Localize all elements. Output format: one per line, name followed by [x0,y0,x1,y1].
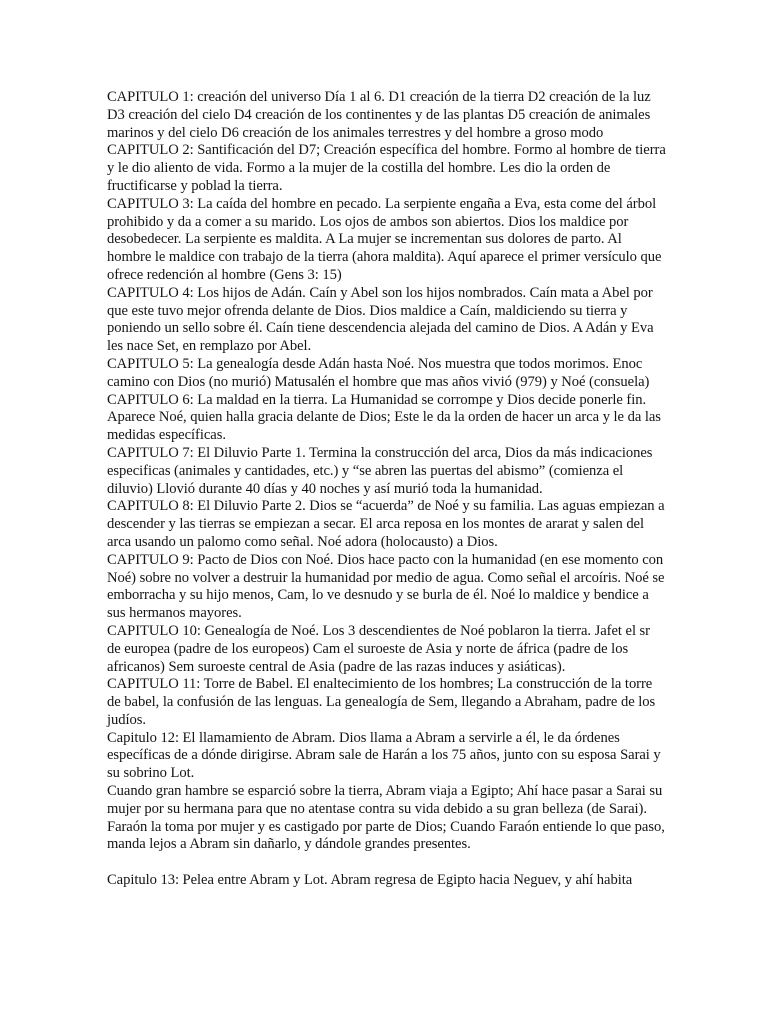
paragraph-capitulo-13: Capitulo 13: Pelea entre Abram y Lot. Abram regresa de Egipto hacia Neguev, y ahí habita [107,872,633,889]
paragraph-capitulo-6: CAPITULO 6: La maldad en la tierra. La Humanidad se corrompe y Dios decide ponerle fin. Aparece Noé, quien halla gracia delante de Dios; Este le da la orden de hacer un arca y le da las medidas específicas. [107,391,661,444]
paragraph-spacer [107,854,667,872]
paragraph-capitulo-12-continued: Cuando gran hambre se esparció sobre la tierra, Abram viaja a Egipto; Ahí hace pasar a Sarai su mujer por su hermana para que no atentase contra su vida debido a su gran belleza (de Sarai). Faraón la toma por mujer y es castigado por parte de Dios; Cuando Faraón entiende lo que paso, manda lejos a Abram sin dañarlo, y dándole grandes presentes. [107,783,665,853]
paragraph-capitulo-5: CAPITULO 5: La genealogía desde Adán hasta Noé. Nos muestra que todos morimos. Enoc camino con Dios (no murió) Matusalén el hombre que mas años vivió (979) y Noé (consuela) [107,355,650,390]
paragraph-capitulo-8: CAPITULO 8: El Diluvio Parte 2. Dios se “acuerda” de Noé y su familia. Las aguas empiezan a descender y las tierras se empiezan a secar. El arca reposa en los montes de ararat y salen del arca usando un palomo como señal. Noé adora (holocausto) a Dios. [107,498,665,550]
paragraph-capitulo-9: CAPITULO 9: Pacto de Dios con Noé. Dios hace pacto con la humanidad (en ese momento con Noé) sobre no volver a destruir la humanidad por medio de agua. Como señal el arcoíris. Noé se emborracha y su hijo menos, Cam, lo ve desnudo y se burla de él. Noé lo maldice y bendice a sus hermanos mayores. [107,551,665,622]
paragraph-capitulo-11: CAPITULO 11: Torre de Babel. El enaltecimiento de los hombres; La construcción de la torre de babel, la confusión de las lenguas. La genealogía de Sem, llegando a Abraham, padre de los judíos. [107,676,656,728]
paragraph-capitulo-3: CAPITULO 3: La caída del hombre en pecado. La serpiente engaña a Eva, esta come del árbol prohibido y da a comer a su marido. Los ojos de ambos son abiertos. Dios los maldice por desobedecer. La serpiente es maldita. A La mujer se incrementan sus dolores de parto. Al hombre le maldice con trabajo de la tierra (ahora maldita). Aquí aparece el primer versículo que ofrece redención al hombre (Gens 3: 15) [107,195,662,283]
paragraph-capitulo-7: CAPITULO 7: El Diluvio Parte 1. Termina la construcción del arca, Dios da más indicaciones especificas (animales y cantidades, etc.) y “se abren las puertas del abismo” (comienza el diluvio) Llovió durante 40 días y 40 noches y así murió toda la humanidad. [107,444,653,497]
document-body [107,89,667,890]
paragraph-capitulo-1: CAPITULO 1: creación del universo Día 1 al 6. D1 creación de la tierra D2 creación de la luz D3 creación del cielo D4 creación de los continentes y de las plantas D5 creación de animales marinos y del cielo D6 creación de los animales terrestres y del hombre a groso modo [107,89,651,141]
paragraph-capitulo-2: CAPITULO 2: Santificación del D7; Creación específica del hombre. Formo al hombre de tierra y le dio aliento de vida. Formo a la mujer de la costilla del hombre. Les dio la orden de fructificarse y poblad la tierra. [107,142,666,194]
paragraph-capitulo-4: CAPITULO 4: Los hijos de Adán. Caín y Abel son los hijos nombrados. Caín mata a Abel por que este tuvo mejor ofrenda delante de Dios. Dios maldice a Caín, maldiciendo su tierra y poniendo un sello sobre él. Caín tiene descendencia alejada del camino de Dios. A Adán y Eva les nace Set, en remplazo por Abel. [107,284,654,355]
paragraph-capitulo-10: CAPITULO 10: Genealogía de Noé. Los 3 descendientes de Noé poblaron la tierra. Jafet el sr de europea (padre de los europeos) Cam el suroeste de Asia y norte de áfrica (padre de los africanos) Sem suroeste central de Asia (padre de las razas induces y asiáticas). [107,622,650,675]
paragraph-capitulo-12: Capitulo 12: El llamamiento de Abram. Dios llama a Abram a servirle a él, le da órdenes específicas de a dónde dirigirse. Abram sale de Harán a los 75 años, junto con su esposa Sarai y su sobrino Lot. [107,729,661,782]
